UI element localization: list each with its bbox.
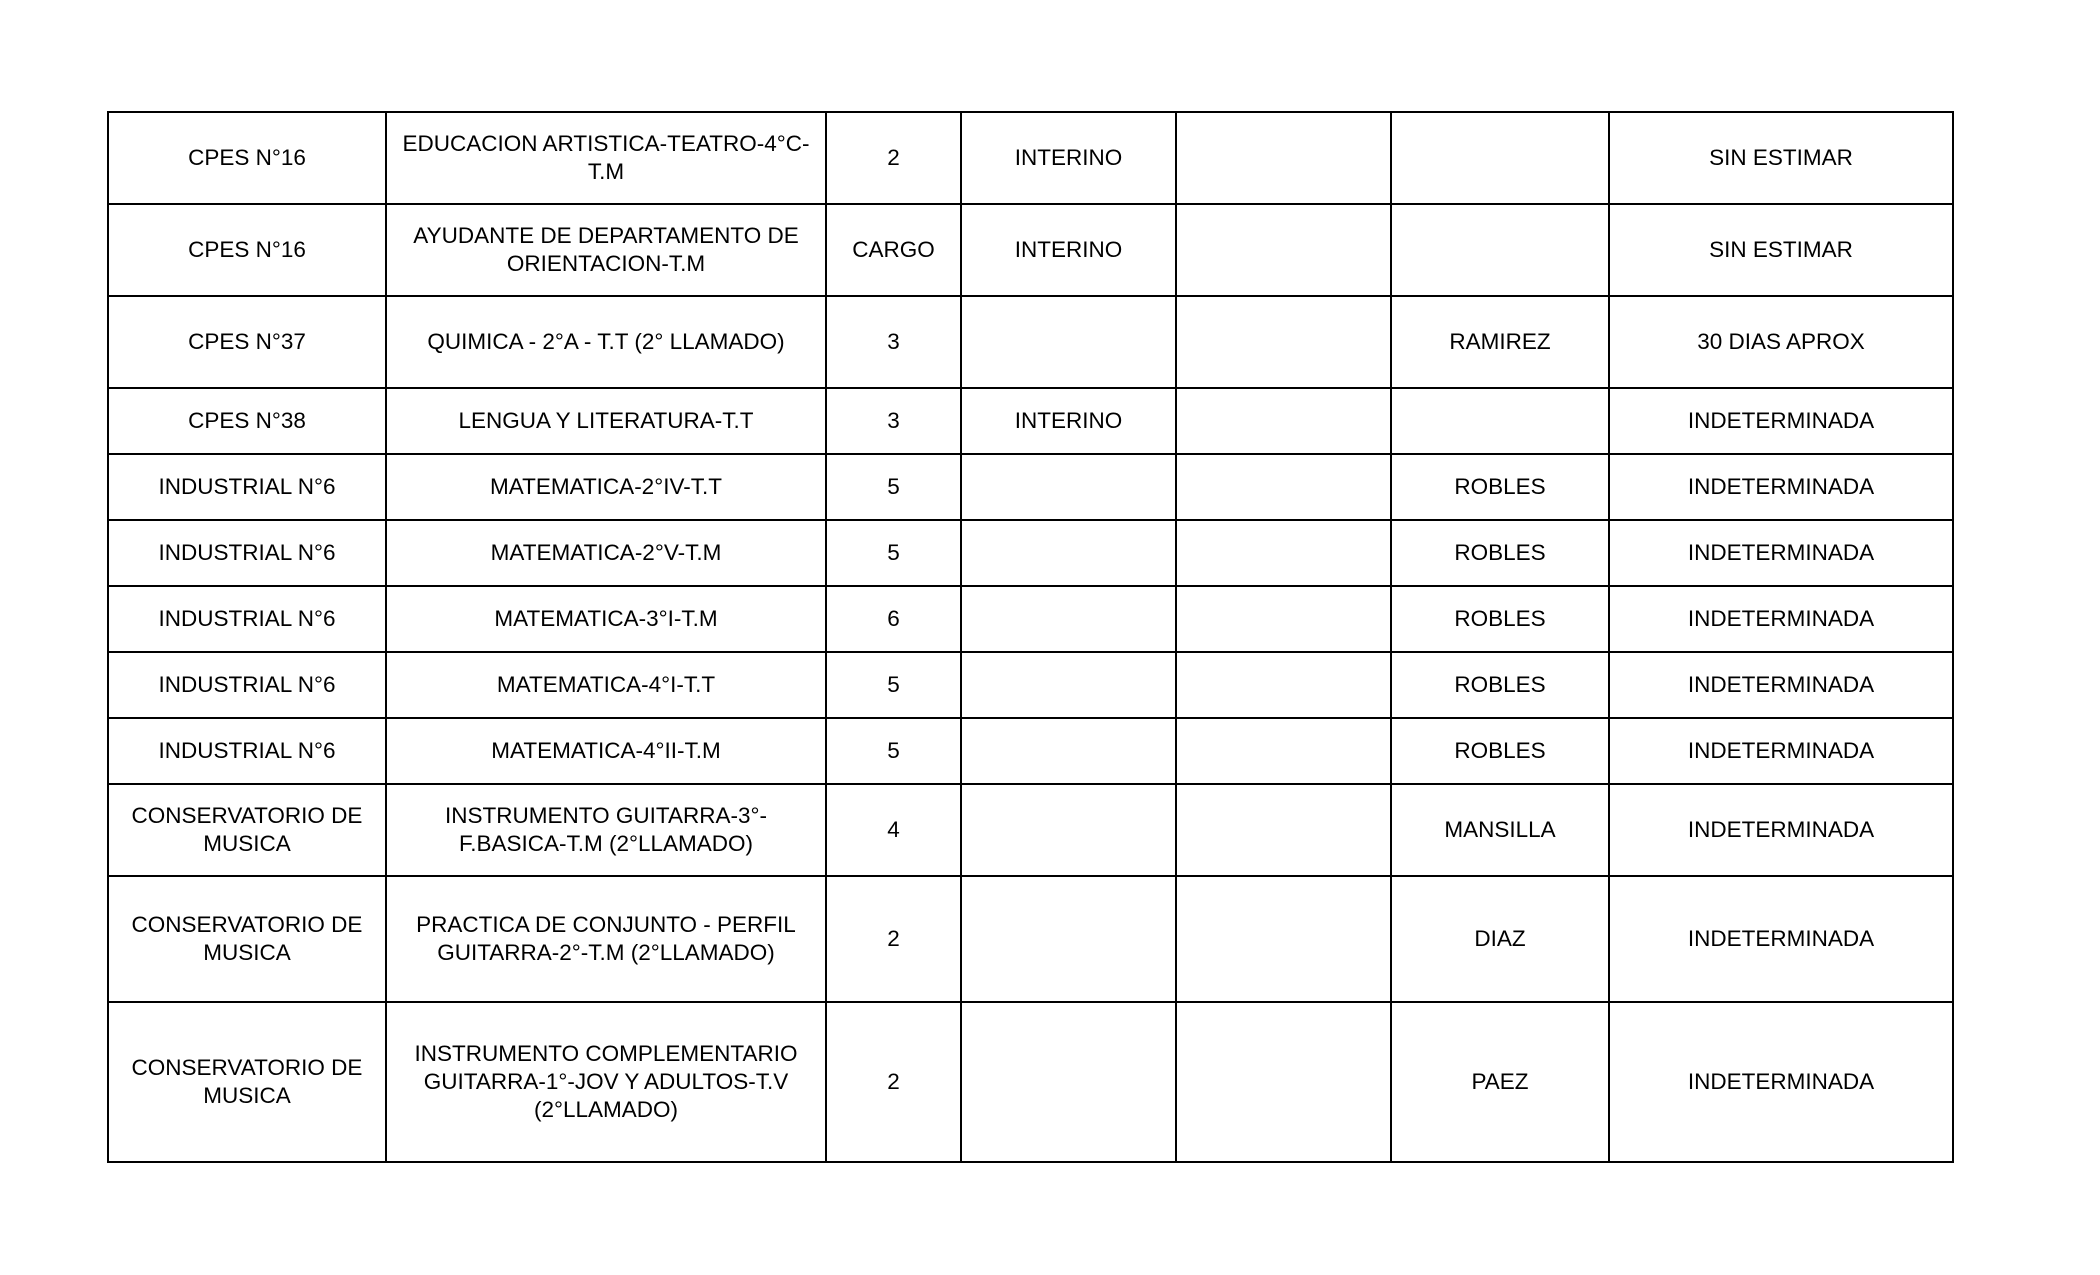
cell-school: CPES N°16 <box>108 204 386 296</box>
cell-subject: MATEMATICA-4°I-T.T <box>386 652 826 718</box>
cell-hours: 4 <box>826 784 961 876</box>
cell-observations <box>1176 454 1391 520</box>
cell-hours: 3 <box>826 388 961 454</box>
cell-teacher <box>1391 388 1609 454</box>
cell-duration: SIN ESTIMAR <box>1609 204 1953 296</box>
cell-status: INTERINO <box>961 112 1176 204</box>
cell-observations <box>1176 652 1391 718</box>
cell-status <box>961 876 1176 1002</box>
cell-status <box>961 652 1176 718</box>
cell-duration: SIN ESTIMAR <box>1609 112 1953 204</box>
cell-observations <box>1176 1002 1391 1162</box>
table-row <box>108 520 1953 586</box>
cell-hours: 2 <box>826 1002 961 1162</box>
cell-teacher: PAEZ <box>1391 1002 1609 1162</box>
cell-subject: INSTRUMENTO GUITARRA-3°-F.BASICA-T.M (2°LLAMADO) <box>386 784 826 876</box>
vacancy-table-body <box>108 112 1953 1162</box>
cell-observations <box>1176 112 1391 204</box>
cell-status <box>961 520 1176 586</box>
cell-school: INDUSTRIAL N°6 <box>108 454 386 520</box>
cell-teacher: ROBLES <box>1391 586 1609 652</box>
cell-hours: 5 <box>826 454 961 520</box>
cell-teacher <box>1391 112 1609 204</box>
table-row <box>108 586 1953 652</box>
cell-status <box>961 1002 1176 1162</box>
vacancy-table <box>107 111 1954 1163</box>
cell-school: INDUSTRIAL N°6 <box>108 652 386 718</box>
cell-subject: MATEMATICA-2°IV-T.T <box>386 454 826 520</box>
table-row <box>108 1002 1953 1162</box>
table-row <box>108 296 1953 388</box>
cell-duration: INDETERMINADA <box>1609 454 1953 520</box>
cell-observations <box>1176 520 1391 586</box>
cell-hours: 6 <box>826 586 961 652</box>
cell-subject: INSTRUMENTO COMPLEMENTARIO GUITARRA-1°-JOV Y ADULTOS-T.V (2°LLAMADO) <box>386 1002 826 1162</box>
cell-observations <box>1176 204 1391 296</box>
cell-teacher: ROBLES <box>1391 652 1609 718</box>
cell-hours: 3 <box>826 296 961 388</box>
cell-teacher: DIAZ <box>1391 876 1609 1002</box>
cell-teacher: ROBLES <box>1391 454 1609 520</box>
cell-duration: INDETERMINADA <box>1609 520 1953 586</box>
cell-status: INTERINO <box>961 388 1176 454</box>
cell-subject: QUIMICA - 2°A - T.T (2° LLAMADO) <box>386 296 826 388</box>
cell-hours: 5 <box>826 652 961 718</box>
table-row <box>108 204 1953 296</box>
cell-observations <box>1176 388 1391 454</box>
cell-observations <box>1176 784 1391 876</box>
cell-duration: INDETERMINADA <box>1609 652 1953 718</box>
cell-hours: 5 <box>826 520 961 586</box>
cell-school: CPES N°37 <box>108 296 386 388</box>
cell-status <box>961 718 1176 784</box>
cell-observations <box>1176 586 1391 652</box>
cell-hours: 2 <box>826 112 961 204</box>
cell-teacher: ROBLES <box>1391 520 1609 586</box>
cell-observations <box>1176 876 1391 1002</box>
table-row <box>108 652 1953 718</box>
cell-status <box>961 454 1176 520</box>
table-row <box>108 454 1953 520</box>
cell-school: INDUSTRIAL N°6 <box>108 520 386 586</box>
cell-duration: INDETERMINADA <box>1609 718 1953 784</box>
cell-observations <box>1176 296 1391 388</box>
cell-subject: MATEMATICA-3°I-T.M <box>386 586 826 652</box>
cell-school: CONSERVATORIO DE MUSICA <box>108 1002 386 1162</box>
cell-school: CONSERVATORIO DE MUSICA <box>108 784 386 876</box>
cell-duration: INDETERMINADA <box>1609 1002 1953 1162</box>
cell-school: INDUSTRIAL N°6 <box>108 586 386 652</box>
cell-status: INTERINO <box>961 204 1176 296</box>
cell-duration: 30 DIAS APROX <box>1609 296 1953 388</box>
cell-subject: EDUCACION ARTISTICA-TEATRO-4°C-T.M <box>386 112 826 204</box>
cell-teacher <box>1391 204 1609 296</box>
cell-subject: PRACTICA DE CONJUNTO - PERFIL GUITARRA-2°-T.M (2°LLAMADO) <box>386 876 826 1002</box>
cell-school: CONSERVATORIO DE MUSICA <box>108 876 386 1002</box>
cell-status <box>961 586 1176 652</box>
cell-duration: INDETERMINADA <box>1609 784 1953 876</box>
cell-duration: INDETERMINADA <box>1609 586 1953 652</box>
cell-status <box>961 296 1176 388</box>
table-row <box>108 112 1953 204</box>
cell-status <box>961 784 1176 876</box>
table-row <box>108 388 1953 454</box>
table-row <box>108 784 1953 876</box>
cell-school: CPES N°16 <box>108 112 386 204</box>
table-row <box>108 718 1953 784</box>
cell-duration: INDETERMINADA <box>1609 388 1953 454</box>
cell-duration: INDETERMINADA <box>1609 876 1953 1002</box>
cell-school: CPES N°38 <box>108 388 386 454</box>
table-row <box>108 876 1953 1002</box>
vacancy-table-wrapper <box>107 111 1952 1163</box>
cell-hours: 2 <box>826 876 961 1002</box>
cell-teacher: ROBLES <box>1391 718 1609 784</box>
cell-school: INDUSTRIAL N°6 <box>108 718 386 784</box>
cell-teacher: MANSILLA <box>1391 784 1609 876</box>
cell-hours: 5 <box>826 718 961 784</box>
cell-subject: MATEMATICA-2°V-T.M <box>386 520 826 586</box>
cell-subject: AYUDANTE DE DEPARTAMENTO DE ORIENTACION-T.M <box>386 204 826 296</box>
cell-hours: CARGO <box>826 204 961 296</box>
cell-observations <box>1176 718 1391 784</box>
cell-subject: MATEMATICA-4°II-T.M <box>386 718 826 784</box>
cell-subject: LENGUA Y LITERATURA-T.T <box>386 388 826 454</box>
cell-teacher: RAMIREZ <box>1391 296 1609 388</box>
